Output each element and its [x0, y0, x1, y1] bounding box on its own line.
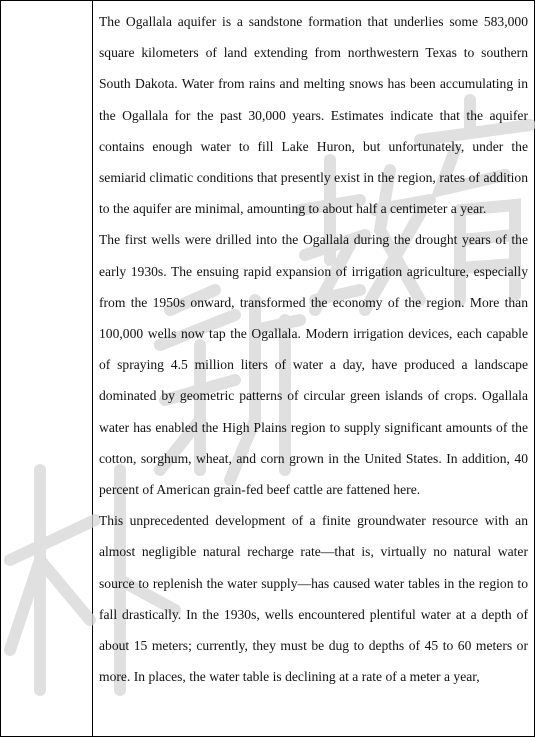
paragraph-1: The Ogallala aquifer is a sandstone formation that underlies some 583,000 square kilometers of land extending from northwestern Texas to southern South Dakota. Water from rains and melting snows has been accumulating in the Ogallala for the past 30,000 years. Estimates indicate that the aquifer contains enough water to fill Lake Huron, but unfortunately, under the semiarid climatic conditions that presently exist in the region, rates of addition to the aquifer are minimal, amounting to about half a centimeter a year.	[99, 14, 528, 217]
paragraph-3: This unprecedented development of a finite groundwater resource with an almost negligible natural recharge rate—that is, virtually no natural water source to replenish the water supply—has caused water tables in the region to fall drastically. In the 1930s, wells encountered plentiful water at a depth of about 15 meters; currently, they must be dug to depths of 45 to 60 meters or more. In places, the water table is declining at a rate of a meter a year,	[99, 513, 528, 685]
passage-text	[93, 1, 534, 692]
paragraph-2: The first wells were drilled into the Ogallala during the drought years of the early 1930s. The ensuing rapid expansion of irrigation agriculture, especially from the 1950s onward, transformed the economy of the region. More than 100,000 wells now tap the Ogallala. Modern irrigation devices, each capable of spraying 4.5 million liters of water a day, have produced a landscape dominated by geometric patterns of circular green islands of crops. Ogallala water has enabled the High Plains region to supply significant amounts of the cotton, sorghum, wheat, and corn grown in the United States. In addition, 40 percent of American grain-fed beef cattle are fattened here.	[99, 232, 528, 498]
passage-cell	[93, 1, 535, 737]
left-margin-cell	[1, 1, 93, 737]
